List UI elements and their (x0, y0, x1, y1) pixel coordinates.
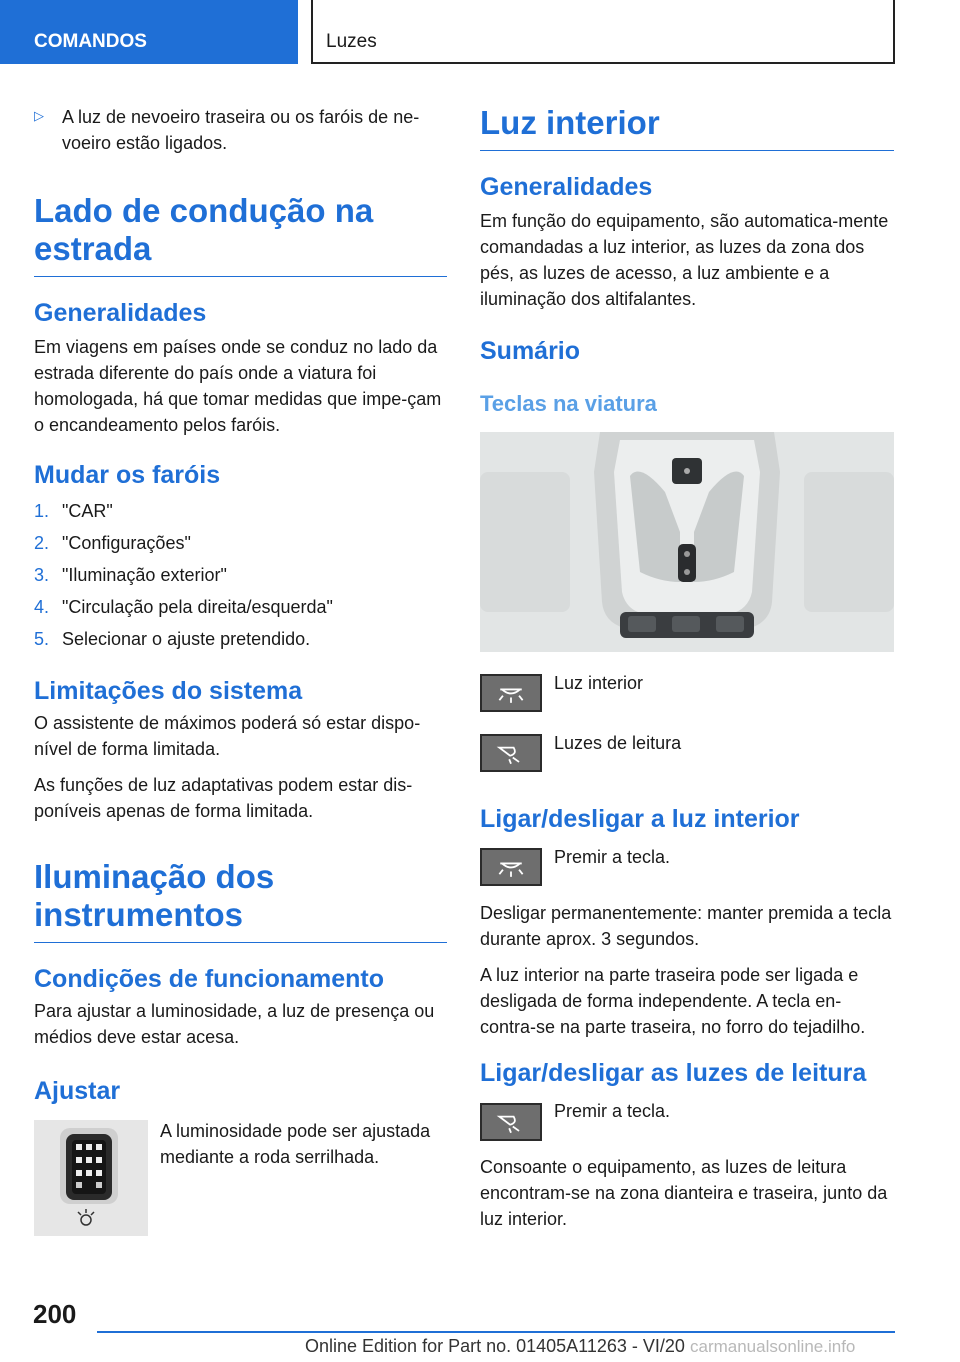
heading-generalidades: Generalidades (480, 173, 653, 201)
list-item (34, 562, 447, 594)
heading-condicoes: Condições de funcionamento (34, 965, 385, 993)
step-text: "Circulação pela direita/esquerda" (62, 597, 333, 617)
section-iluminacao (34, 858, 447, 943)
heading-line-2: estrada (34, 230, 152, 267)
intro-line-1: A luz de nevoeiro traseira ou os faróis de ne- (62, 107, 420, 127)
subsection-teclas (480, 390, 894, 418)
steps-list (34, 498, 447, 658)
watermark: carmanualsonline.info (690, 1337, 856, 1356)
key-reading-label: Luzes de leitura (554, 733, 682, 753)
interior-light-key (480, 674, 542, 712)
step-number: 2. (34, 533, 50, 553)
heading-limitacoes: Limitações do sistema (34, 677, 303, 705)
step-number: 5. (34, 629, 50, 649)
page-number: 200 (33, 1299, 77, 1329)
subsection-generalidades-left (34, 298, 447, 438)
intro-bullet (34, 104, 447, 156)
step-text: "Configurações" (62, 533, 191, 553)
heading-ajustar: Ajustar (34, 1077, 121, 1105)
heading-line-1: Iluminação dos (34, 858, 275, 895)
heading-ligar-interior: Ligar/desligar a luz interior (480, 805, 800, 833)
consoante-block (480, 1154, 894, 1232)
premir-text-1: Premir a tecla. (554, 847, 671, 867)
subsection-ligar-interior (480, 804, 894, 834)
reading-light-icon (482, 736, 540, 770)
limitacoes-text-1: O assistente de máximos poderá só estar dispo-nível de forma limitada. (34, 713, 421, 759)
reading-light-key-2 (480, 1103, 542, 1141)
section-lado-conducao (34, 192, 447, 277)
step-number: 4. (34, 597, 50, 617)
page-heading-lado (34, 192, 447, 277)
desligar-block (480, 900, 894, 1040)
overhead-console-icon (480, 432, 894, 652)
consoante-text: Consoante o equipamento, as luzes de leitura encontram-se na zona dianteira e traseira, junto da luz interior. (480, 1157, 888, 1229)
heading-mudar-farois: Mudar os faróis (34, 461, 221, 489)
list-item (34, 498, 447, 530)
step-number: 3. (34, 565, 50, 585)
page-heading-iluminacao (34, 858, 447, 943)
interior-light-key-2 (480, 848, 542, 886)
reading-light-icon (482, 1105, 540, 1139)
list-item (34, 626, 447, 658)
key-interior-label: Luz interior (554, 673, 644, 693)
interior-light-icon (482, 850, 540, 884)
footer-divider (97, 1331, 895, 1333)
overhead-console-image (480, 432, 894, 652)
dimmer-wheel-image (34, 1120, 148, 1236)
desligar-text: Desligar permanentemente: manter premida a tecla durante aprox. 3 segundos. (480, 903, 892, 949)
subsection-ligar-leitura (480, 1058, 894, 1088)
list-item (34, 530, 447, 562)
section-tab: COMANDOS (0, 0, 298, 64)
generalidades-text: Em viagens em países onde se conduz no lado da estrada diferente do país onde a viatura foi homologada, há que tomar medidas que impe-çam o encandeamento pelos faróis. (34, 337, 442, 435)
heading-sumario: Sumário (480, 337, 581, 365)
heading-line-2: instrumentos (34, 896, 244, 933)
subsection-mudar-farois (34, 460, 447, 658)
heading-line-1: Lado de condução na (34, 192, 374, 229)
triangle-bullet-icon: ▷ (34, 108, 44, 123)
step-number: 1. (34, 501, 50, 521)
limitacoes-text-2: As funções de luz adaptativas podem estar dis-poníveis apenas de forma limitada. (34, 775, 413, 821)
premir-text-2: Premir a tecla. (554, 1101, 671, 1121)
edition-text: Online Edition for Part no. 01405A11263 - VI/20 (305, 1336, 685, 1356)
section-luz-interior (480, 104, 894, 151)
page-heading-luz-interior: Luz interior (480, 104, 894, 151)
step-text: "Iluminação exterior" (62, 565, 227, 585)
heading-teclas-viatura: Teclas na viatura (480, 391, 657, 416)
subsection-condicoes (34, 964, 447, 1050)
heading-ligar-leitura: Ligar/desligar as luzes de leitura (480, 1059, 867, 1087)
step-text: Selecionar o ajuste pretendido. (62, 629, 311, 649)
reading-light-key (480, 734, 542, 772)
traseira-text: A luz interior na parte traseira pode ser ligada e desligada de forma independente. A tecla en-contra-se na parte traseira, no forro do tejadilho. (480, 965, 866, 1037)
subsection-sumario (480, 336, 894, 366)
subsection-generalidades-right (480, 172, 894, 312)
dimmer-wheel-icon (34, 1120, 148, 1236)
subsection-ajustar (34, 1076, 447, 1167)
ajustar-text: A luminosidade pode ser ajustada mediante a roda serrilhada. (160, 1121, 431, 1167)
step-text: "CAR" (62, 501, 113, 521)
generalidades-text: Em função do equipamento, são automatica-mente comandadas a luz interior, as luzes da zona dos pés, as luzes de acesso, a luz ambiente e a iluminação dos altifalantes. (480, 211, 889, 309)
heading-generalidades: Generalidades (34, 299, 207, 327)
list-item (34, 594, 447, 626)
chapter-title: Luzes (311, 0, 895, 64)
condicoes-text: Para ajustar a luminosidade, a luz de presença ou médios deve estar acesa. (34, 1001, 435, 1047)
intro-line-2: voeiro estão ligados. (62, 133, 228, 153)
interior-light-icon (482, 676, 540, 710)
subsection-limitacoes (34, 676, 447, 824)
